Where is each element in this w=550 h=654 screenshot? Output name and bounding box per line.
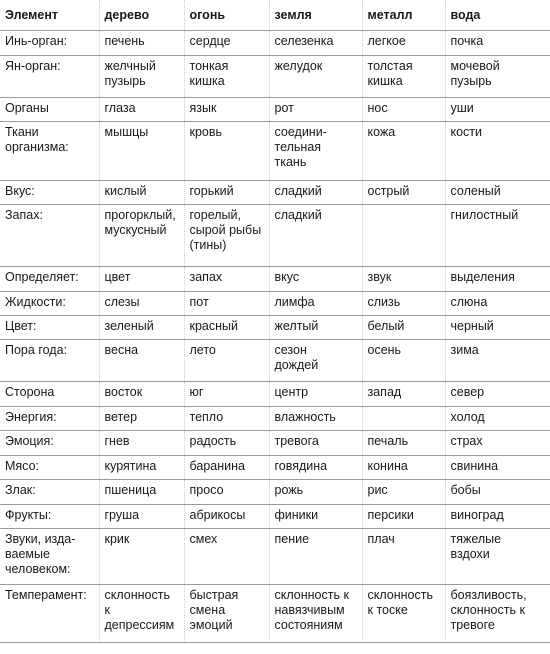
- table-cell-fire: смех: [184, 529, 269, 585]
- table-cell-label: Фрукты:: [0, 505, 99, 529]
- table-cell-fire: горелый, сырой рыбы (тины): [184, 205, 269, 267]
- table-cell-fire: радость: [184, 431, 269, 456]
- table-row: [0, 98, 550, 122]
- table-cell-wood: весна: [99, 340, 184, 382]
- table-row: [0, 585, 550, 643]
- table-cell-metal: осень: [362, 340, 445, 382]
- table-cell-metal: белый: [362, 316, 445, 340]
- table-cell-water: уши: [445, 98, 550, 122]
- table-cell-earth: сладкий: [269, 181, 362, 205]
- header-cell-earth: земля: [269, 0, 362, 31]
- table-cell-wood: кислый: [99, 181, 184, 205]
- header-cell-water: вода: [445, 0, 550, 31]
- table-cell-fire: кровь: [184, 122, 269, 181]
- table-cell-earth: центр: [269, 382, 362, 407]
- table-row: [0, 480, 550, 505]
- table-row: [0, 529, 550, 585]
- table-row: [0, 431, 550, 456]
- table-row: [0, 31, 550, 56]
- table-row: [0, 340, 550, 382]
- table-cell-water: кости: [445, 122, 550, 181]
- table-cell-wood: склонность к депрессиям: [99, 585, 184, 643]
- table-cell-earth: сезон дождей: [269, 340, 362, 382]
- table-cell-water: почка: [445, 31, 550, 56]
- table-cell-label: Ткани организма:: [0, 122, 99, 181]
- table-cell-label: Эмоция:: [0, 431, 99, 456]
- table-cell-fire: быстрая смена эмоций: [184, 585, 269, 643]
- table-cell-wood: мышцы: [99, 122, 184, 181]
- table-cell-water: боязливость, склонность к тревоге: [445, 585, 550, 643]
- table-cell-earth: селезенка: [269, 31, 362, 56]
- table-cell-metal: плач: [362, 529, 445, 585]
- table-cell-water: зима: [445, 340, 550, 382]
- table-cell-earth: рот: [269, 98, 362, 122]
- table-cell-metal: склонность к тоске: [362, 585, 445, 643]
- table-row: [0, 267, 550, 292]
- table-cell-earth: вкус: [269, 267, 362, 292]
- table-cell-metal: толстая кишка: [362, 56, 445, 98]
- table-row: [0, 122, 550, 181]
- table-cell-label: Звуки, изда- ваемые человеком:: [0, 529, 99, 585]
- table-cell-wood: гнев: [99, 431, 184, 456]
- table-row: [0, 56, 550, 98]
- table-cell-wood: печень: [99, 31, 184, 56]
- table-cell-water: страх: [445, 431, 550, 456]
- table-cell-label: Инь-орган:: [0, 31, 99, 56]
- table-row: [0, 382, 550, 407]
- table-cell-metal: [362, 407, 445, 431]
- table-cell-earth: соедини- тельная ткань: [269, 122, 362, 181]
- table-cell-label: Злак:: [0, 480, 99, 505]
- table-header: [0, 0, 550, 31]
- table-cell-label: Жидкости:: [0, 292, 99, 316]
- table-row: [0, 292, 550, 316]
- table-cell-water: свинина: [445, 456, 550, 480]
- table-cell-water: слюна: [445, 292, 550, 316]
- table-cell-metal: слизь: [362, 292, 445, 316]
- table-body: [0, 31, 550, 643]
- table-row: [0, 205, 550, 267]
- table-row: [0, 316, 550, 340]
- table-cell-earth: говядина: [269, 456, 362, 480]
- table-cell-metal: запад: [362, 382, 445, 407]
- table-cell-label: Определяет:: [0, 267, 99, 292]
- table-cell-earth: пение: [269, 529, 362, 585]
- table-cell-water: гнилостный: [445, 205, 550, 267]
- table-cell-fire: красный: [184, 316, 269, 340]
- table-cell-label: Цвет:: [0, 316, 99, 340]
- table-cell-earth: склонность к навязчивым состояниям: [269, 585, 362, 643]
- table-cell-label: Пора года:: [0, 340, 99, 382]
- table-cell-earth: сладкий: [269, 205, 362, 267]
- table-cell-metal: кожа: [362, 122, 445, 181]
- table-cell-metal: звук: [362, 267, 445, 292]
- table-cell-water: бобы: [445, 480, 550, 505]
- table-cell-wood: желчный пузырь: [99, 56, 184, 98]
- table-cell-label: Энергия:: [0, 407, 99, 431]
- table-cell-water: мочевой пузырь: [445, 56, 550, 98]
- table-cell-fire: лето: [184, 340, 269, 382]
- header-cell-element: Элемент: [0, 0, 99, 31]
- table-cell-fire: тепло: [184, 407, 269, 431]
- header-cell-metal: металл: [362, 0, 445, 31]
- table-cell-wood: прогорклый, мускусный: [99, 205, 184, 267]
- table-cell-water: выделения: [445, 267, 550, 292]
- table-cell-fire: просо: [184, 480, 269, 505]
- table-row: [0, 407, 550, 431]
- table-cell-fire: юг: [184, 382, 269, 407]
- table-cell-water: тяжелые вздохи: [445, 529, 550, 585]
- table-cell-metal: конина: [362, 456, 445, 480]
- table-cell-metal: нос: [362, 98, 445, 122]
- table-cell-water: соленый: [445, 181, 550, 205]
- table-cell-wood: слезы: [99, 292, 184, 316]
- table-cell-wood: курятина: [99, 456, 184, 480]
- table-cell-wood: глаза: [99, 98, 184, 122]
- table-cell-label: Вкус:: [0, 181, 99, 205]
- table-cell-fire: язык: [184, 98, 269, 122]
- table-cell-wood: цвет: [99, 267, 184, 292]
- table-cell-wood: восток: [99, 382, 184, 407]
- table-row: [0, 181, 550, 205]
- table-cell-earth: желтый: [269, 316, 362, 340]
- table-cell-label: Запах:: [0, 205, 99, 267]
- table-cell-metal: острый: [362, 181, 445, 205]
- table-cell-wood: пшеница: [99, 480, 184, 505]
- table-cell-fire: сердце: [184, 31, 269, 56]
- table-cell-earth: рожь: [269, 480, 362, 505]
- table-row: [0, 456, 550, 480]
- table-cell-label: Органы: [0, 98, 99, 122]
- table-cell-fire: горький: [184, 181, 269, 205]
- table-cell-earth: лимфа: [269, 292, 362, 316]
- table-cell-fire: баранина: [184, 456, 269, 480]
- table-cell-fire: тонкая кишка: [184, 56, 269, 98]
- table-cell-metal: легкое: [362, 31, 445, 56]
- header-row: [0, 0, 550, 31]
- header-cell-fire: огонь: [184, 0, 269, 31]
- table-cell-water: виноград: [445, 505, 550, 529]
- table-cell-fire: пот: [184, 292, 269, 316]
- table-row: [0, 505, 550, 529]
- table-cell-earth: желудок: [269, 56, 362, 98]
- table-cell-metal: рис: [362, 480, 445, 505]
- table-cell-earth: влажность: [269, 407, 362, 431]
- table-cell-wood: крик: [99, 529, 184, 585]
- table-cell-water: север: [445, 382, 550, 407]
- table-cell-label: Мясо:: [0, 456, 99, 480]
- table-cell-label: Темперамент:: [0, 585, 99, 643]
- table-cell-wood: зеленый: [99, 316, 184, 340]
- header-cell-wood: дерево: [99, 0, 184, 31]
- table-cell-wood: ветер: [99, 407, 184, 431]
- table-cell-metal: [362, 205, 445, 267]
- table-cell-water: черный: [445, 316, 550, 340]
- table-cell-wood: груша: [99, 505, 184, 529]
- table-cell-metal: персики: [362, 505, 445, 529]
- table-cell-fire: запах: [184, 267, 269, 292]
- table-cell-fire: абрикосы: [184, 505, 269, 529]
- table-cell-label: Сторона: [0, 382, 99, 407]
- table-cell-label: Ян-орган:: [0, 56, 99, 98]
- table-cell-earth: финики: [269, 505, 362, 529]
- table-cell-earth: тревога: [269, 431, 362, 456]
- table-cell-water: холод: [445, 407, 550, 431]
- table-cell-metal: печаль: [362, 431, 445, 456]
